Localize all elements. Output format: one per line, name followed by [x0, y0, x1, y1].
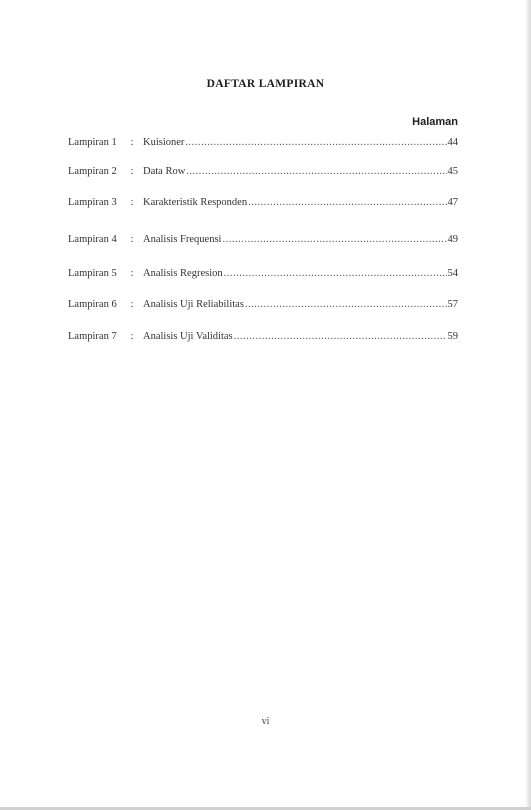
toc-entry-lampiran-6	[68, 299, 458, 313]
toc-entry-page: 44	[447, 137, 458, 148]
toc-entry-lampiran-1	[68, 137, 458, 151]
toc-entry-lampiran-2	[68, 166, 458, 180]
toc-entry-page: 59	[447, 331, 458, 342]
dot-leader	[234, 331, 447, 342]
toc-entry-lampiran-3	[68, 197, 458, 211]
toc-entry-page: 47	[447, 197, 458, 208]
toc-entry-lampiran-4	[68, 234, 458, 248]
toc-entry-separator: :	[130, 197, 134, 208]
toc-entry-title: Analisis Regresion	[143, 268, 223, 279]
toc-entry-title: Kuisioner	[143, 137, 185, 148]
toc-entry-label: Lampiran 7	[68, 331, 117, 342]
toc-entry-separator: :	[130, 166, 134, 177]
toc-entry-title: Data Row	[143, 166, 186, 177]
toc-entry-page: 45	[447, 166, 458, 177]
page-column-header: Halaman	[412, 116, 458, 128]
page-edge-shadow	[525, 0, 531, 810]
dot-leader	[186, 166, 446, 177]
toc-entry-separator: :	[130, 299, 134, 310]
dot-leader	[185, 137, 446, 148]
toc-entry-title: Analisis Uji Reliabilitas	[143, 299, 244, 310]
dot-leader	[245, 299, 447, 310]
toc-entry-lampiran-7	[68, 331, 458, 345]
toc-entry-separator: :	[130, 331, 134, 342]
toc-entry-lampiran-5	[68, 268, 458, 282]
toc-entry-separator: :	[130, 268, 134, 279]
dot-leader	[248, 197, 446, 208]
toc-entry-title: Analisis Frequensi	[143, 234, 222, 245]
toc-entry-page: 57	[447, 299, 458, 310]
toc-entry-separator: :	[130, 234, 134, 245]
toc-entry-title: Analisis Uji Validitas	[143, 331, 233, 342]
toc-entry-separator: :	[130, 137, 134, 148]
toc-entry-page: 49	[447, 234, 458, 245]
page-title: DAFTAR LAMPIRAN	[206, 78, 325, 90]
toc-entry-label: Lampiran 1	[68, 137, 117, 148]
toc-entry-label: Lampiran 3	[68, 197, 117, 208]
toc-entry-label: Lampiran 6	[68, 299, 117, 310]
toc-entry-label: Lampiran 2	[68, 166, 117, 177]
dot-leader	[224, 268, 447, 279]
dot-leader	[222, 234, 446, 245]
toc-entry-title: Karakteristik Responden	[143, 197, 248, 208]
page-number: vi	[261, 716, 270, 727]
toc-entry-page: 54	[447, 268, 458, 279]
toc-entry-label: Lampiran 5	[68, 268, 117, 279]
toc-entry-label: Lampiran 4	[68, 234, 117, 245]
